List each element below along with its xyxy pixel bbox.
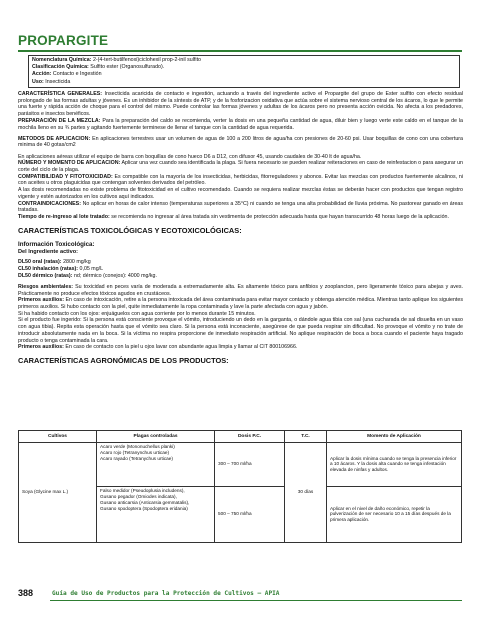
mix-preparation-label: PREPARACIÓN DE LA MEZCLA: [18,117,101,124]
application-methods-paragraph [18,136,463,149]
mix-preparation-text: Para la preparación del caldo se recomienda, verter la dosis en una pequeña cantidad de agua, diluir bien y luego verte este caldo en el tanque de la mochila lleno en su ¾ partes y agitando fuertemente terminese de llenar el tanque con la cantidad de agua requerida. [18,117,463,131]
agronomic-table [18,430,462,543]
product-info-box [28,55,460,88]
col-header-timing: Momento de Aplicación [327,431,462,443]
first-aid-label: Primeros auxilios: [18,297,64,304]
phytotoxicity-text: A las dosis recomendadas no existe problema de fitotoxicidad en el cultivo recomendado. Cuando se requiera realizar mezclas éstas se deberán hacer con productos que tengan registro vigente y estén autorizados en los cultivos aquí indicados. [18,187,463,200]
environmental-risks-label: Riesgos ambientales: [18,283,74,290]
col-header-pests: Plagas controladas [97,431,215,443]
dl50-dermal-value: nd; dérmico (conejos): 4000 mg/kg. [73,272,157,279]
nomenclature-line [32,57,456,64]
contraindications-label: CONTRAINDICACIONES: [18,200,81,207]
footer-title: Guía de Uso de Productos para la Protección de Cultivos – APIA [52,590,280,597]
title-underline [18,50,462,52]
cl50-value: 0,05 mg/L [79,265,104,272]
tc-cell: 30 días [285,442,327,542]
compatibility-label: COMPATIBILIDAD Y FITOTOXICIDAD: [18,173,113,180]
toxicology-heading: CARACTERÍSTICAS TOXICOLÓGICAS Y ECOTOXICOLÓGICAS: [18,225,242,235]
reentry-time-text: se recomienda no ingresar al área tratada sin vestimenta de protección adecuada hasta que hayan transcurrido 48 horas luego de la aplicación. [111,213,449,220]
reentry-time-label: Tiempo de re-ingreso al lote tratado: [18,213,110,220]
ingestion-text: Si el producto fue ingerido: Si la persona está consciente provoque el vómito, introduciendo un dedo en la garganta, o dándole agua tibia con sal (una cucharada de sal disuelta en un vaso con agua tibia). Repita esta operación hasta que el vómito sea claro. Si la persona está inconsciente, asegúrese de que pueda respirar sin dificultad. No provoque el vómito y no trate de introducir absolutamente nada en la boca. Si la víctima no respira proporcione de inmediato respiración artificial. No aplique respiración de boca a boca cuando el paciente haya tragado producto o tenga contaminada la cara. [18,317,463,344]
first-aid-text: En caso de intoxicación, retire a la persona intoxicada del área contaminada para evitar mayor contacto y obtenga atención médica. Mientras tanto aplique los siguientes primeros auxilios. Si hubo contacto con la piel, quite inmediatamente la ropa contaminada y lave la parte afectada con agua y jabón. [18,297,463,310]
environmental-risks-text: Su toxicidad en peces varía de moderada a extremadamente alta. Es altamente tóxico para anfibios y zooplancton, pero ligeramente tóxico para abejas y aves. Prácticamente no produce efectos tóxicos agudos en crustáceos. [18,283,463,297]
dl50-oral-line [18,259,463,266]
cl50-line [18,266,463,273]
timing-cell: Aplicar en el nivel de daño económico, repetir la pulverización de ser necesario 10 a 15 días después de la primera aplicación. [327,486,462,542]
use-line [32,79,456,86]
classification-line [32,64,456,71]
footer-underline [50,600,462,601]
dl50-dermal-line [18,273,463,280]
pests-cell: Acaro verde (Mononuchellus planki) Acaro rojo (Tetranynchus urticae) Acaro rayado (Tetranychus urticae) [97,442,215,486]
compatibility-text: Es compatible con la mayoría de los insecticidas, herbicidas, fitorreguladores y abonos. Evitar las mezclas con productos fuertemente alcalinos, ni con aceites u otros plaguicidas que contengan solventes derivados del petróleo. [18,173,463,187]
application-methods-text: En aplicaciones terrestres usar un volumen de agua de 100 a 200 litros de agua/ha con presiones de 20-60 psi. Usar boquillas de cono con una cobertura minima de 40 gotas/cm2 [18,135,463,149]
cl50-label: CL50 inhalación (ratas): [18,265,79,272]
first-aid-label-2: Primeros auxilios: [18,344,64,351]
active-ingredient-heading: Del Ingrediente activo: [18,248,78,255]
general-characteristics-label: CARACTERÍSTICA GENERALES: [18,91,103,97]
classification-value: Sulfito ester (Organosulfurado). [90,64,165,71]
dl50-dermal-label: DL50 dérmico (ratas): [18,272,73,279]
table-header-row [19,431,462,443]
aerial-application-text: En aplicaciones aéreas utilizar el equipo de barra con boquillas de cono hueco D6 a D12, con difusor 45, usando caudales de 30-40 lt de agua/ha. [18,153,362,160]
aerial-application-paragraph [18,154,463,221]
dl50-oral-label: DL50 oral (ratas): [18,259,62,266]
crop-cell: Soya (Glycine max L.) [19,442,97,542]
general-characteristics-text: Insecticida acaricida de contacto e ingestión, actuando a través del ingrediente activo el Propargite del grupo de Ester sulfito con efecto residual prolongado de las formas adultas y jóvenes. Es un inhibidor de la síntesis de ATP, y de la fosforizacion oxidativa que actúa sobre el sistema nervioso central de los ácaros, lo que le permite una fuerte y rápida acción de choque para el control del mismo. Puede controlar las formas jóvenes y adultas de los ácaros pero no presenta acción ovicida. No afecta a los predadores, parásitos e insectos benéficos. [18,91,463,118]
application-timing-label: NÚMERO Y MOMENTO DE APLICACION: [18,160,121,167]
nomenclature-label: Nomenclatura Química: [32,57,92,63]
application-timing-text: Aplicar una vez cuando sea identificada la plaga. Si fuera necesario se pueden realizar reiteraciones en caso de reinfestacion o para asegurar un corte del ciclo de la plaga. [18,160,463,174]
page-title: PROPARGITE [18,33,109,48]
nomenclature-value: 2-(4-tert-butilfenoxi)ciclohexil prop-2-inil sulfito [92,57,201,63]
use-label: Uso: [32,78,44,85]
application-methods-label: METODOS DE APLICACION: [18,135,91,142]
classification-label: Clasificación Química: [32,64,89,71]
tox-info-heading: Información Toxicológica: [18,241,95,249]
action-value: Contacto e Ingestión [52,71,102,78]
general-characteristics-paragraph [18,91,463,131]
timing-cell: Aplicar la dosis mínima cuando se tenga la presencia inferior a 10 ácaros. Y la dosis alta cuando se tenga infestación elevada de ninfas y adultos. [327,442,462,486]
use-value: Insecticida [45,78,71,85]
action-line [32,71,456,78]
dl50-oral-value: 2800 mg/kg [63,259,91,266]
col-header-tc: T.C. [285,431,327,443]
document-body [18,91,463,372]
page-number: 388 [18,588,34,598]
pests-cell: Falso medidor (Pseudoplusia includens), Gusano pegador (Omiodes indicata), Gusano anticarsia (Anticarsia gemmatalis), Gusano spodoptera (Spodoptera eridania) [97,486,215,542]
first-aid-text-2: En caso de contacto con la piel u ojos lavar con abundante agua limpia y llamar al CIT 800106966. [65,344,298,351]
agronomic-heading: CARACTERÍSTICAS AGRONÓMICAS DE LOS PRODUCTOS: [18,355,229,365]
eye-contact-text: Si ha habido contacto con los ojos: enjuáguelos con agua corriente por lo menos durante 15 minutos. [18,310,256,317]
col-header-dose: Dosis P.C. [215,431,285,443]
action-label: Acción: [32,71,52,78]
col-header-crops: Cultivos [19,431,97,443]
dose-cell: 300 – 700 ml/ha [215,442,285,486]
table-row [19,442,462,486]
dose-cell: 500 – 750 ml/ha [215,486,285,542]
contraindications-text: No aplicar en horas de calor intenso (temperaturas superiores a 35°C) ni cuando se tenga una alta probabilidad de lluvia próxima. No pastorear ganado en áreas tratadas. [18,200,463,214]
environmental-risks-paragraph [18,284,463,351]
